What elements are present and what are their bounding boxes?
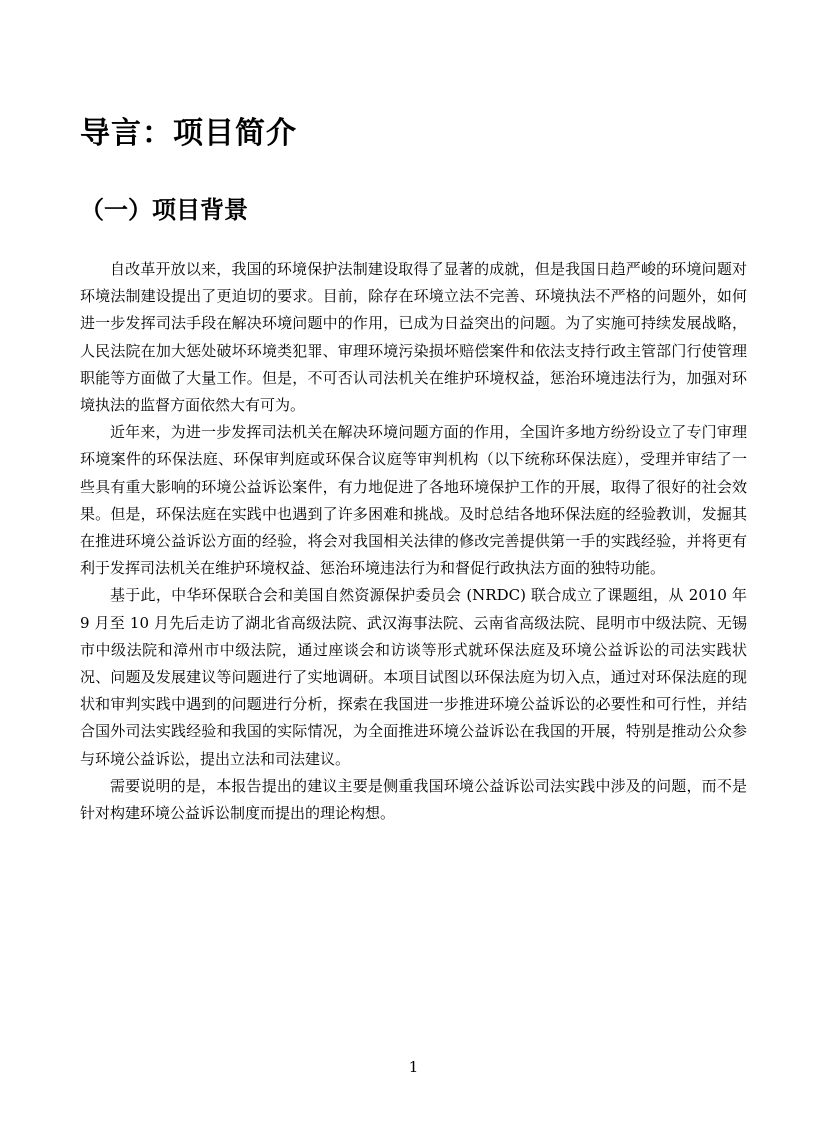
paragraph: 需要说明的是，本报告提出的建议主要是侧重我国环境公益诉讼司法实践中涉及的问题，而不是针对构建环境公益诉讼制度而提出的理论构想。: [80, 776, 747, 823]
paragraph: 近年来，为进一步发挥司法机关在解决环境问题方面的作用，全国许多地方纷纷设立了专门审理环境案件的环保法庭、环保审判庭或环保合议庭等审判机构（以下统称环保法庭），受理并审结了一些具有重大影响的环境公益诉讼案件，有力地促进了各地环境保护工作的开展，取得了很好的社会效果。但是，环保法庭在实践中也遇到了许多困难和挑战。及时总结各地环保法庭的经验教训，发掘其在推进环境公益诉讼方面的经验，将会对我国相关法律的修改完善提供第一手的实践经验，并将更有利于发挥司法机关在维护环境权益、惩治环境违法行为和督促行政执法方面的独特功能。: [80, 423, 747, 578]
paragraph: 自改革开放以来，我国的环境保护法制建设取得了显著的成就，但是我国日趋严峻的环境问题对环境法制建设提出了更迫切的要求。目前，除存在环境立法不完善、环境执法不严格的问题外，如何进一步发挥司法手段在解决环境问题中的作用，已成为日益突出的问题。为了实施可持续发展战略，人民法院在加大惩处破坏环境类犯罪、审理环境污染损坏赔偿案件和依法支持行政主管部门行使管理职能等方面做了大量工作。但是，不可否认司法机关在维护环境权益，惩治环境违法行为，加强对环境执法的监督方面依然大有可为。: [80, 260, 747, 415]
page-number: 1: [408, 1058, 419, 1076]
paragraph: 基于此，中华环保联合会和美国自然资源保护委员会 (NRDC) 联合成立了课题组，从 2010 年 9 月至 10 月先后走访了湖北省高级法院、武汉海事法院、云南省高级法院、昆明市中级法院、无锡市中级法院和漳州市中级法院，通过座谈会和访谈等形式就环保法庭及环境公益诉讼的司法实践状况、问题及发展建议等问题进行了实地调研。本项目试图以环保法庭为切入点，通过对环保法庭的现状和审判实践中遇到的问题进行分析，探索在我国进一步推进环境公益诉讼的必要性和可行性，并结合国外司法实践经验和我国的实际情况，为全面推进环境公益诉讼在我国的开展，特别是推动公众参与环境公益诉讼，提出立法和司法建议。: [80, 586, 747, 768]
section-title: （一）项目背景: [80, 195, 248, 224]
body-text: [80, 256, 747, 827]
chapter-title: 导言：项目简介: [80, 116, 297, 151]
